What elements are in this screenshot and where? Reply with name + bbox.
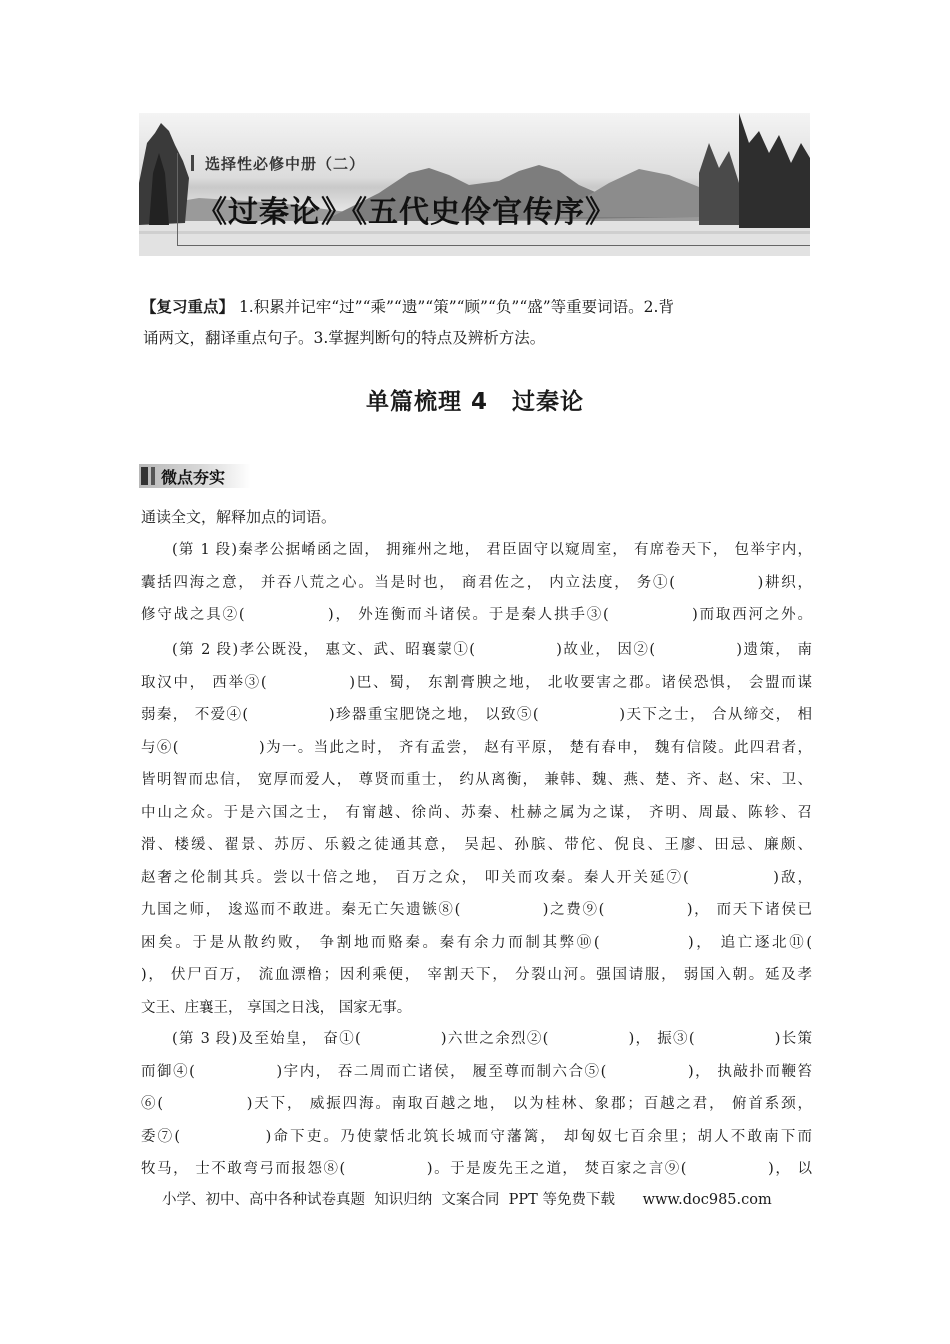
banner-accent-bar: [191, 155, 194, 171]
title-banner: [139, 113, 810, 256]
text-line: (第 3 段)及至始皇， 奋①( )六世之余烈②( )， 振③( )长策: [172, 1031, 812, 1047]
banner-title: 《过秦论》《五代史伶官传序》: [197, 195, 616, 230]
section-tag-label: 微点夯实: [161, 468, 226, 487]
text-line: 九国之师， 逡巡而不敢进。秦无亡矢遗镞⑧( )之费⑨( )， 而天下诸侯已: [141, 902, 812, 918]
review-text-line2: 诵两文，翻译重点句子。3.掌握判断句的特点及辨析方法。: [143, 329, 546, 347]
text-line: 委⑦( )命下吏。乃使蒙恬北筑长城而守藩篱， 却匈奴七百余里；胡人不敢南下而: [141, 1128, 812, 1145]
text-line: 文王、庄襄王， 享国之日浅， 国家无事。: [141, 999, 412, 1016]
tag-block-icon: [141, 467, 148, 485]
text-line: ⑥( )天下， 威振四海。南取百越之地， 以为桂林、象郡；百越之君， 俯首系颈，: [141, 1096, 812, 1112]
text-line: 取汉中， 西举③( )巴、蜀， 东割膏腴之地， 北收要害之郡。诸侯恐惧， 会盟而谋: [141, 674, 812, 691]
text-line: 囊括四海之意， 并吞八荒之心。当是时也， 商君佐之， 内立法度， 务①( )耕织，: [141, 574, 812, 591]
banner-subtitle: 选择性必修中册（二）: [205, 155, 366, 173]
text-line: 中山之众。于是六国之士， 有甯越、徐尚、苏秦、杜赫之属为之谋， 齐明、周最、陈轸、召: [141, 804, 812, 821]
text-line: 困矣。于是从散约败， 争割地而赂秦。秦有余力而制其弊⑩( )， 追亡逐北⑪(: [141, 934, 812, 951]
text-line: 牧马， 士不敢弯弓而报怨⑧( )。于是废先王之道， 焚百家之言⑨( )， 以: [141, 1161, 812, 1177]
text-line: 滑、楼缓、翟景、苏厉、乐毅之徒通其意， 吴起、孙膑、带佗、倪良、王廖、田忌、廉颇、: [141, 837, 812, 853]
section-tag: [139, 464, 251, 488]
text-line: 赵奢之伦制其兵。尝以十倍之地， 百万之众， 叩关而攻秦。秦人开关延⑦( )敌，: [141, 869, 812, 886]
review-focus: [141, 292, 816, 354]
text-line: 皆明智而忠信， 宽厚而爱人， 尊贤而重士， 约从离衡， 兼韩、魏、燕、楚、齐、赵、宋、卫、: [141, 772, 812, 788]
review-text-line1: 1.积累并记牢“过”“乘”“遗”“策”“顾”“负”“盛”等重要词语。2.背: [234, 298, 674, 316]
review-label: 【复习重点】: [141, 298, 235, 316]
text-line: (第 1 段)秦孝公据崤函之固， 拥雍州之地， 君臣固守以窥周室， 有席卷天下， 包举宇内，: [172, 542, 812, 558]
text-line: )， 伏尸百万， 流血漂橹；因利乘便， 宰割天下， 分裂山河。强国请服， 弱国入朝。延及孝: [141, 967, 812, 983]
text-line: 修守战之具②( )， 外连衡而斗诸侯。于是秦人拱手③( )而取西河之外。: [141, 607, 812, 623]
text-line: (第 2 段)孝公既没， 惠文、武、昭襄蒙①( )故业， 因②( )遗策， 南: [172, 642, 812, 658]
text-line: 弱秦， 不爱④( )珍器重宝肥饶之地， 以致⑤( )天下之士， 合从缔交， 相: [141, 707, 812, 723]
page-footer: 小学、初中、高中各种试卷真题 知识归纳 文案合同 PPT 等免费下载 www.doc985.com: [162, 1192, 772, 1208]
text-line: 而御④( )宇内， 吞二周而亡诸侯， 履至尊而制六合⑤( )， 执敲扑而鞭笞: [141, 1063, 812, 1080]
page-title: 单篇梳理 4 过秦论: [365, 389, 584, 415]
paragraph-1: [141, 534, 812, 632]
text-line: 与⑥( )为一。当此之时， 齐有孟尝， 赵有平原， 楚有春申， 魏有信陵。此四君者，: [141, 739, 812, 756]
paragraph-3: [141, 1023, 812, 1186]
paragraph-2: [141, 634, 812, 1024]
tag-bar-icon: [151, 467, 155, 485]
instruction: 通读全文，解释加点的词语。: [141, 508, 337, 526]
